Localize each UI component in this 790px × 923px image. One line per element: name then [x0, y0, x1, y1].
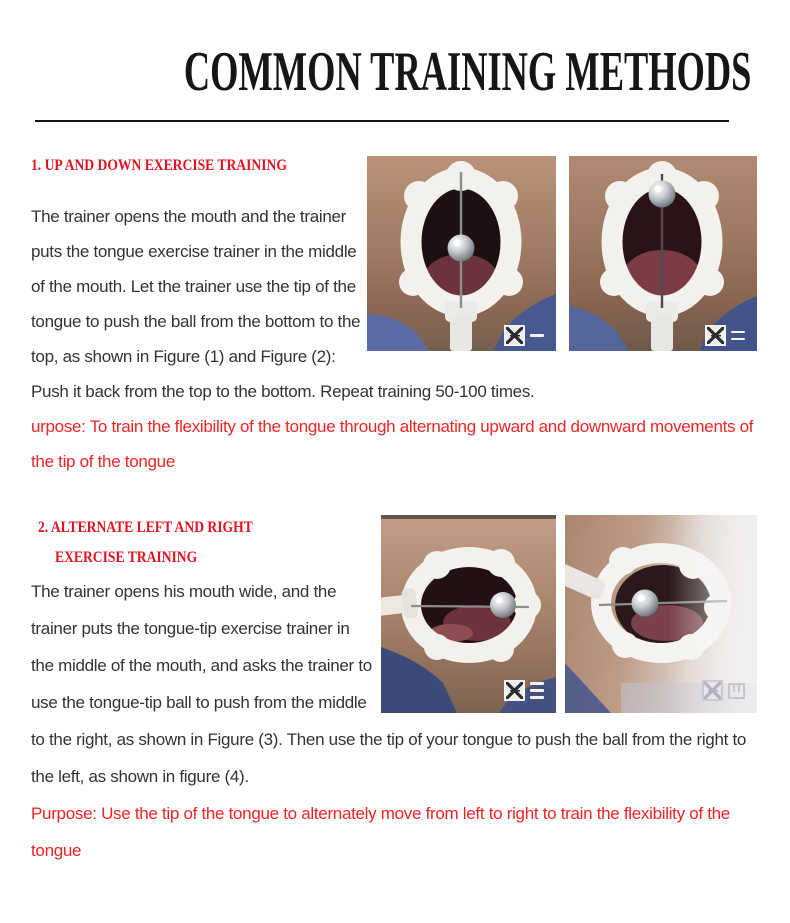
photo-row-top	[367, 156, 757, 351]
section-1-body: The trainer opens the mouth and the trainer puts the tongue exercise trainer in the middle of the mouth. Let the trainer use the tip of the tongue to push the ball from the bottom to the top, as shown in Figure (1) and Figure (2): Push it back from the top to the bottom. Repeat training 50-100 times.	[31, 207, 535, 401]
section-1-purpose: urpose: To train the flexibility of the tongue through alternating upward and downward movements of the tip of the tongue	[31, 417, 754, 471]
figure-label-stamp-3	[504, 680, 544, 701]
content-area	[0, 41, 790, 869]
figure-label-stamp-4	[702, 680, 745, 701]
page-title	[31, 41, 764, 103]
number-four-glyph-icon	[728, 683, 745, 699]
figure-label-stamp-2	[705, 325, 745, 346]
mouth-trainer-vertical-ball-top-image	[569, 156, 757, 351]
trainer-photo-figure-2	[569, 156, 757, 351]
section-1-heading-text: 1. UP AND DOWN EXERCISE TRAINING	[31, 157, 287, 174]
section-left-right-training	[31, 513, 764, 869]
number-three-stroke-icon	[530, 680, 544, 700]
trainer-photo-figure-3	[381, 515, 556, 713]
tu-character-stamp-icon	[705, 325, 726, 346]
title-divider	[35, 120, 729, 122]
tu-character-stamp-icon	[504, 680, 525, 701]
tu-character-stamp-icon	[504, 325, 525, 346]
section-2-purpose: Purpose: Use the tip of the tongue to alternately move from left to right to train the flexibility of the tongue	[31, 804, 730, 860]
section-up-down-training	[31, 156, 764, 479]
figure-label-stamp-1	[504, 325, 544, 346]
trainer-photo-figure-1	[367, 156, 556, 351]
trainer-photo-figure-4	[565, 515, 757, 713]
number-one-stroke-icon	[530, 332, 544, 339]
section-2-heading-line2: EXERCISE TRAINING	[55, 549, 198, 566]
section-2-body: The trainer opens his mouth wide, and the trainer puts the tongue-tip exercise trainer in the middle of the mouth, and asks the trainer to use the tongue-tip ball to push from the middle to the right, as shown in Figure (3). Then use the tip of your tongue to push the ball from the right to the left, as shown in figure (4).	[31, 582, 747, 786]
section-2-heading-line1: 2. ALTERNATE LEFT AND RIGHT	[38, 519, 253, 536]
tu-character-stamp-icon	[702, 680, 723, 701]
number-two-stroke-icon	[731, 329, 745, 343]
mouth-trainer-vertical-ball-center-image	[367, 156, 556, 351]
photo-row-bottom	[381, 515, 757, 713]
page-title-text: COMMON TRAINING METHODS	[183, 41, 752, 103]
